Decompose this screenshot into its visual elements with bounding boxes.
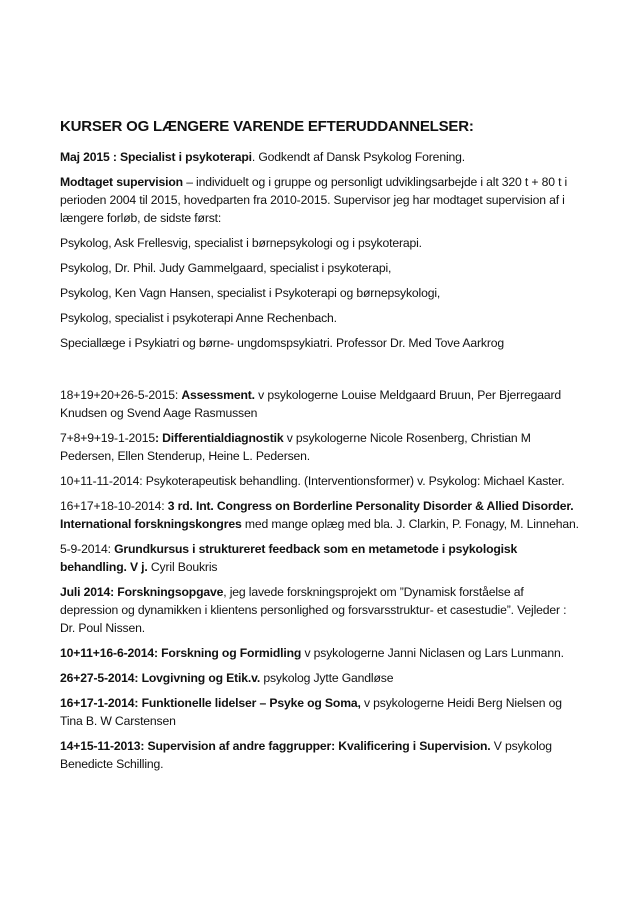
course-details: psykolog Jytte Gandløse	[260, 671, 394, 685]
paragraph-bold: Modtaget supervision	[60, 175, 183, 189]
course-entry	[60, 583, 582, 637]
course-details: med mange oplæg med bla. J. Clarkin, P. Fonagy, M. Linnehan.	[241, 517, 579, 531]
document-body	[60, 148, 582, 780]
paragraph-supervision	[60, 173, 582, 227]
course-entry	[60, 472, 582, 490]
course-details: V psykolog Benedicte Schilling.	[60, 739, 552, 771]
course-date: 18+19+20+26-5-2015:	[60, 388, 182, 402]
course-entry	[60, 540, 582, 576]
section-heading: KURSER OG LÆNGERE VARENDE EFTERUDDANNELSER:	[60, 118, 474, 135]
course-text: 10+11-11-2014: Psykoterapeutisk behandling. (Interventionsformer) v. Psykolog: Michael Kaster.	[60, 474, 565, 488]
supervisor-line: Psykolog, Dr. Phil. Judy Gammelgaard, specialist i psykoterapi,	[60, 261, 392, 275]
course-entry	[60, 497, 582, 533]
paragraph-bold: Maj 2015 : Specialist i psykoterapi	[60, 150, 252, 164]
course-entry	[60, 694, 582, 730]
supervisor-line: Psykolog, specialist i psykoterapi Anne Rechenbach.	[60, 311, 337, 325]
course-entry	[60, 386, 582, 422]
course-entry	[60, 737, 582, 773]
course-date: 16+17+18-10-2014:	[60, 499, 168, 513]
section-spacer	[60, 359, 582, 386]
paragraph-specialist	[60, 148, 582, 166]
course-entry	[60, 644, 582, 662]
paragraph-text: – individuelt og i gruppe og personligt udviklingsarbejde i alt 320 t + 80 t i perioden 2004 til 2015, hovedparten fra 2010-2015. Supervisor jeg har modtaget supervision af i længere forløb, de sidste først:	[60, 175, 568, 225]
course-title: Juli 2014: Forskningsopgave	[60, 585, 224, 599]
course-date: 5-9-2014:	[60, 542, 115, 556]
course-date: 7+8+9+19-1-2015	[60, 431, 156, 445]
course-entry	[60, 429, 582, 465]
course-title: 14+15-11-2013: Supervision af andre faggrupper: Kvalificering i Supervision.	[60, 739, 491, 753]
course-title: Grundkursus i struktureret feedback som en metametode i psykologisk behandling. V j.	[60, 542, 518, 574]
course-details: v psykologerne Janni Niclasen og Lars Lunmann.	[301, 646, 564, 660]
course-title: 26+27-5-2014: Lovgivning og Etik.v.	[60, 671, 261, 685]
course-details: , jeg lavede forskningsprojekt om ”Dynamisk forståelse af depression og dynamikken i klientens personlighed og forsvarsstruktur- et casestudie”. Vejleder : Dr. Poul Nissen.	[60, 585, 567, 635]
supervisor-line: Psykolog, Ask Frellesvig, specialist i børnepsykologi og i psykoterapi.	[60, 236, 422, 250]
course-entry	[60, 669, 582, 687]
course-details: v psykologerne Louise Meldgaard Bruun, Per Bjerregaard Knudsen og Svend Aage Rasmussen	[60, 388, 562, 420]
course-title: Assessment.	[181, 388, 255, 402]
course-title: 10+11+16-6-2014: Forskning og Formidling	[60, 646, 302, 660]
course-title: 16+17-1-2014: Funktionelle lidelser – Psyke og Soma,	[60, 696, 361, 710]
course-details: v psykologerne Heidi Berg Nielsen og Tina B. W Carstensen	[60, 696, 562, 728]
course-details: v psykologerne Nicole Rosenberg, Christian M Pedersen, Ellen Stenderup, Heine L. Pedersen.	[60, 431, 531, 463]
course-details: Cyril Boukris	[147, 560, 218, 574]
supervisor-line: Psykolog, Ken Vagn Hansen, specialist i Psykoterapi og børnepsykologi,	[60, 286, 441, 300]
course-title: 3 rd. Int. Congress on Borderline Personality Disorder & Allied Disorder. International forskningskongres	[60, 499, 574, 531]
course-title: : Differentialdiagnostik	[155, 431, 284, 445]
paragraph-text: . Godkendt af Dansk Psykolog Forening.	[251, 150, 465, 164]
supervisor-line: Speciallæge i Psykiatri og børne- ungdomspsykiatri. Professor Dr. Med Tove Aarkrog	[60, 336, 505, 350]
